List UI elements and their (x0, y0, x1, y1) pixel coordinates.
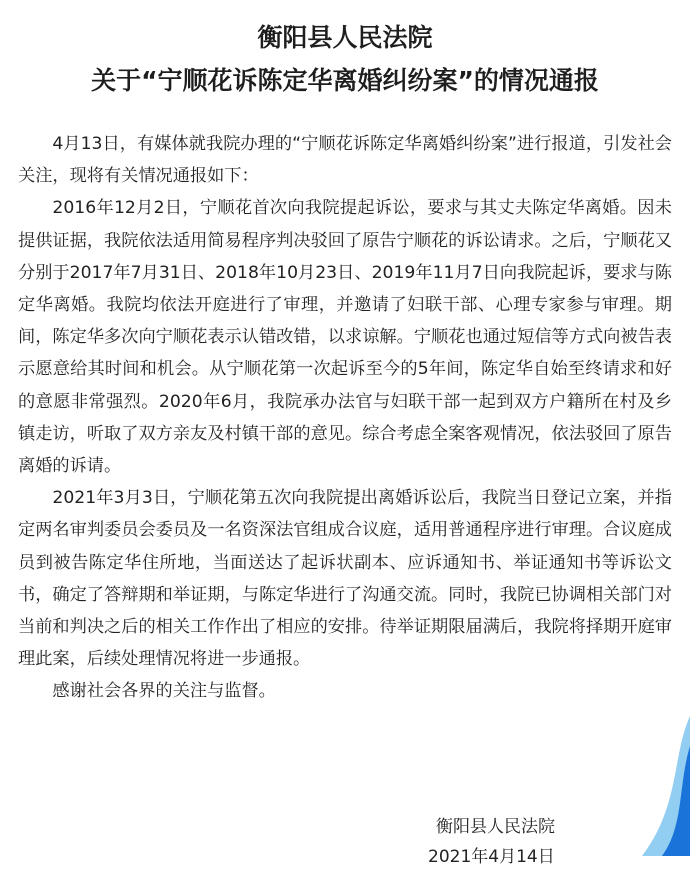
paragraph-intro: 4月13日，有媒体就我院办理的“宁顺花诉陈定华离婚纠纷案”进行报道，引发社会关注，现将有关情况通报如下： (18, 134, 672, 187)
corner-decoration (632, 716, 690, 856)
paragraph-current-case: 2021年3月3日，宁顺花第五次向我院提出离婚诉讼后，我院当日登记立案，并指定两名审判委员会委员及一名资深法官组成合议庭，适用普通程序进行审理。合议庭成员到被告陈定华住所地，当面送达了起诉状副本、应诉通知书、举证通知书等诉讼文书，确定了答辩期和举证期，与陈定华进行了沟通交流。同时，我院已协调相关部门对当前和判决之后的相关工作作出了相应的安排。待举证期限届满后，我院将择期开庭审理此案，后续处理情况将进一步通报。 (18, 488, 672, 670)
signature-date: 2021年4月14日 (428, 847, 555, 867)
notice-title: 关于“宁顺花诉陈定华离婚纠纷案”的情况通报 (91, 66, 599, 95)
signature-court: 衡阳县人民法院 (436, 817, 555, 837)
paragraph-history: 2016年12月2日，宁顺花首次向我院提起诉讼，要求与其丈夫陈定华离婚。因未提供证据，我院依法适用简易程序判决驳回了原告宁顺花的诉讼请求。之后，宁顺花又分别于2017年7月31日、2018年10月23日、2019年11月7日向我院起诉，要求与陈定华离婚。我院均依法开庭进行了审理，并邀请了妇联干部、心理专家参与审理。期间，陈定华多次向宁顺花表示认错改错，以求谅解。宁顺花也通过短信等方式向被告表示愿意给其时间和机会。从宁顺花第一次起诉至今的5年间，陈定华自始至终请求和好的意愿非常强烈。2020年6月，我院承办法官与妇联干部一起到双方户籍所在村及乡镇走访，听取了双方亲友及村镇干部的意见。综合考虑全案客观情况，依法驳回了原告离婚的诉请。 (18, 198, 672, 477)
paragraph-thanks: 感谢社会各界的关注与监督。 (52, 681, 276, 702)
notice-body (18, 128, 672, 708)
court-name-title: 衡阳县人民法院 (257, 23, 433, 52)
